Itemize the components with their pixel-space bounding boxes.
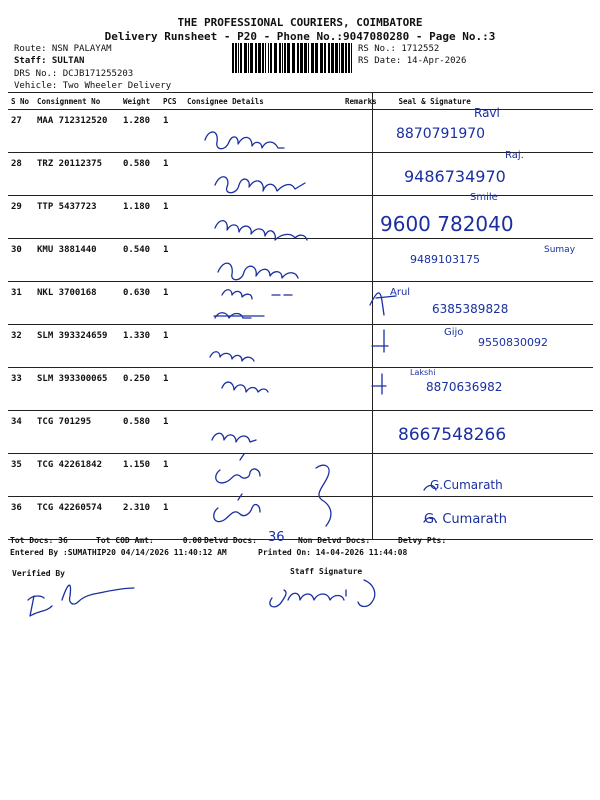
- handwritten-name: Ravi: [474, 106, 500, 120]
- handwritten-phone: 9600 782040: [380, 212, 514, 236]
- delivered-docs: Delvd Docs:: [204, 536, 257, 545]
- non-delivered-docs: Non Delvd Docs:: [298, 536, 371, 545]
- handwritten-name-28: [215, 177, 305, 193]
- printed-on: Printed On: 14-04-2026 11:44:08: [258, 548, 408, 557]
- handwritten-name: Arul: [390, 287, 411, 298]
- handwritten-name-35: [216, 454, 260, 483]
- row-consignment: TRZ 20112375: [34, 153, 120, 196]
- row-weight: 0.250: [120, 368, 160, 411]
- col-signature: Seal & Signature: [372, 93, 593, 110]
- handwritten-name-29: [215, 221, 307, 240]
- row-sno: 35: [8, 454, 34, 497]
- row-consignment: TCG 701295: [34, 411, 120, 454]
- staff-label: Staff: SULTAN: [14, 56, 85, 66]
- row-weight: 1.150: [120, 454, 160, 497]
- row-pcs: 1: [160, 325, 184, 368]
- verifier-signature: [28, 585, 134, 616]
- total-docs: Tot Docs: 36: [10, 536, 68, 545]
- vehicle-label: Vehicle: Two Wheeler Delivery: [14, 81, 172, 91]
- row-consignment: TCG 42261842: [34, 454, 120, 497]
- row-weight: 1.180: [120, 196, 160, 239]
- remarks-stroke: [316, 465, 331, 526]
- row-consignment: TCG 42260574: [34, 497, 120, 540]
- row-pcs: 1: [160, 454, 184, 497]
- col-remarks: Remarks: [342, 93, 372, 110]
- row-consignment: NKL 3700168: [34, 282, 120, 325]
- handwritten-name: G. Cumarath: [424, 512, 507, 527]
- handwritten-phone: 9550830092: [478, 336, 548, 349]
- row-pcs: 1: [160, 110, 184, 153]
- handwritten-name: Sumay: [544, 245, 576, 255]
- row-consignment: SLM 393300065: [34, 368, 120, 411]
- verified-by-label: Verified By: [12, 569, 65, 578]
- handwritten-name-33: [222, 382, 268, 392]
- row-pcs: 1: [160, 239, 184, 282]
- handwritten-phone: 9486734970: [404, 167, 506, 186]
- staff-signature-label: Staff Signature: [290, 567, 363, 576]
- handwritten-name-32: [210, 352, 254, 361]
- row-pcs: 1: [160, 153, 184, 196]
- drs-number: DRS No.: DCJB171255203: [14, 69, 134, 79]
- row-sno: 28: [8, 153, 34, 196]
- row-weight: 0.580: [120, 153, 160, 196]
- row-pcs: 1: [160, 497, 184, 540]
- row-sno: 31: [8, 282, 34, 325]
- row-weight: 1.330: [120, 325, 160, 368]
- handwritten-name-31: [214, 290, 292, 318]
- col-consignment: Consignment No: [34, 93, 120, 110]
- delivered-docs-handwritten: 36: [268, 530, 285, 545]
- row-weight: 2.310: [120, 497, 160, 540]
- handwritten-phone: 9489103175: [410, 253, 480, 266]
- handwritten-name-27: [205, 132, 284, 149]
- row-pcs: 1: [160, 196, 184, 239]
- handwritten-name: Raj.: [505, 150, 524, 161]
- row-sno: 36: [8, 497, 34, 540]
- row-weight: 0.580: [120, 411, 160, 454]
- col-pcs: PCS: [160, 93, 184, 110]
- handwritten-phone: 8870636982: [426, 380, 503, 394]
- rs-number: RS No.: 1712552: [358, 44, 440, 54]
- handwritten-name-34: [212, 433, 256, 442]
- footer-signatures: [0, 560, 600, 640]
- row-pcs: 1: [160, 282, 184, 325]
- handwritten-name: Smile: [470, 192, 498, 203]
- row-pcs: 1: [160, 368, 184, 411]
- route-label: Route: NSN PALAYAM: [14, 44, 112, 54]
- col-sno: S No: [8, 93, 34, 110]
- handwritten-phone: 8870791970: [396, 126, 486, 142]
- row-weight: 0.630: [120, 282, 160, 325]
- consignee-scribbles: [205, 132, 331, 526]
- delivery-points: Delvy Pts:: [398, 536, 447, 545]
- staff-signature: [270, 580, 375, 607]
- company-name: THE PROFESSIONAL COURIERS, COIMBATORE: [177, 16, 423, 29]
- row-sno: 30: [8, 239, 34, 282]
- handwritten-name-30: [218, 263, 298, 280]
- handwritten-name-36: [214, 494, 260, 522]
- row-consignment: SLM 393324659: [34, 325, 120, 368]
- row-weight: 1.280: [120, 110, 160, 153]
- row-sno: 32: [8, 325, 34, 368]
- entered-by: Entered By :SUMATHIP20 04/14/2026 11:40:12 AM: [10, 548, 227, 557]
- row-consignment: MAA 712312520: [34, 110, 120, 153]
- handwritten-name: Lakshi: [410, 368, 436, 377]
- signature-scribbles: [370, 293, 436, 522]
- row-weight: 0.540: [120, 239, 160, 282]
- handwritten-phone: 6385389828: [432, 302, 509, 316]
- handwritten-name: Gijo: [444, 327, 464, 338]
- row-sno: 29: [8, 196, 34, 239]
- col-weight: Weight: [120, 93, 160, 110]
- row-pcs: 1: [160, 411, 184, 454]
- signature-mark-32: [372, 330, 388, 352]
- row-sno: 27: [8, 110, 34, 153]
- total-cod-amount: Tot COD Amt: 0.00: [96, 536, 202, 545]
- runsheet-title: Delivery Runsheet - P20 - Phone No.:9047080280 - Page No.:3: [104, 30, 496, 43]
- row-consignment: TTP 5437723: [34, 196, 120, 239]
- col-consignee: Consignee Details: [184, 93, 342, 110]
- handwritten-phone: 8667548266: [398, 425, 507, 445]
- rs-date: RS Date: 14-Apr-2026: [358, 56, 467, 66]
- row-consignment: KMU 3881440: [34, 239, 120, 282]
- handwritten-name: G.Cumarath: [430, 478, 503, 492]
- row-sno: 33: [8, 368, 34, 411]
- signature-mark-33: [372, 374, 386, 394]
- row-sno: 34: [8, 411, 34, 454]
